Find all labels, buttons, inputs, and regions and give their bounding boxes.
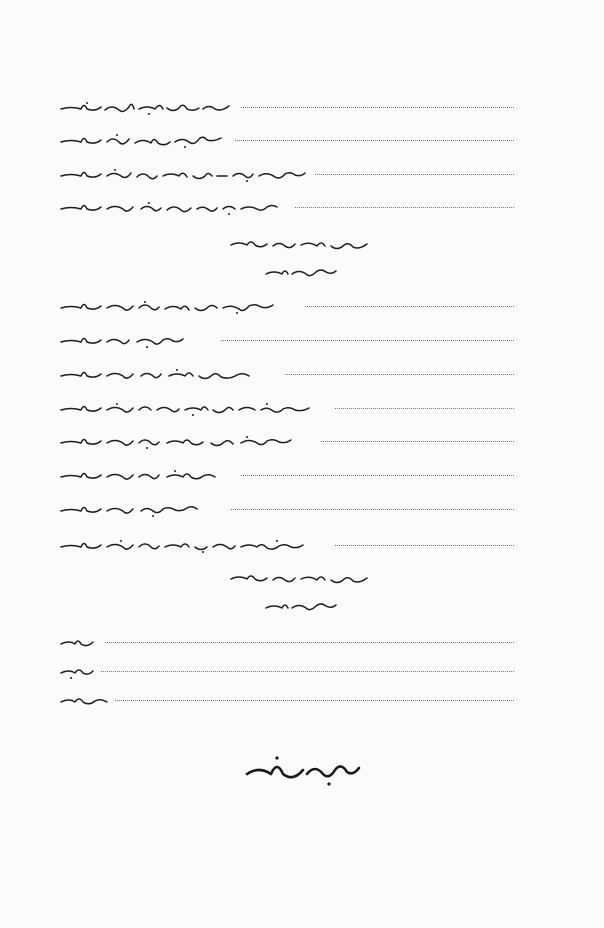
toc-entry (57, 130, 544, 152)
entry-title-script (57, 197, 295, 219)
entry-title-script (57, 398, 335, 420)
entry-title-script (57, 164, 315, 186)
chapter-heading-script (262, 262, 342, 282)
entry-title-script (57, 661, 100, 683)
dot-leader (57, 700, 514, 701)
entry-title-script (57, 431, 320, 453)
toc-entry (57, 661, 544, 683)
chapter-subheading (200, 568, 404, 588)
entry-title-script (57, 97, 240, 119)
chapter-subheading-script (227, 234, 377, 254)
entry-title-script (57, 632, 105, 654)
toc-entry (57, 197, 544, 219)
dot-leader (57, 642, 514, 643)
toc-entry (57, 398, 544, 420)
section-title-script (237, 744, 367, 794)
toc-entry (57, 499, 544, 521)
section-title (160, 744, 444, 794)
chapter-heading (200, 262, 404, 282)
entry-title-script (57, 499, 230, 521)
entry-title-script (57, 330, 220, 352)
toc-entry (57, 535, 544, 557)
chapter-subheading (200, 234, 404, 254)
toc-entry (57, 465, 544, 487)
toc-entry (57, 364, 544, 386)
toc-entry (57, 690, 544, 712)
entry-title-script (57, 296, 305, 318)
chapter-heading (200, 596, 404, 616)
entry-title-script (57, 364, 285, 386)
chapter-subheading-script (227, 568, 377, 588)
entry-title-script (57, 465, 240, 487)
toc-entry (57, 632, 544, 654)
toc-entry (57, 164, 544, 186)
dot-leader (57, 671, 514, 672)
toc-entry (57, 97, 544, 119)
toc-entry (57, 330, 544, 352)
entry-title-script (57, 130, 235, 152)
toc-entry (57, 296, 544, 318)
entry-title-script (57, 690, 115, 712)
entry-title-script (57, 535, 335, 557)
toc-entry (57, 431, 544, 453)
chapter-heading-script (262, 596, 342, 616)
